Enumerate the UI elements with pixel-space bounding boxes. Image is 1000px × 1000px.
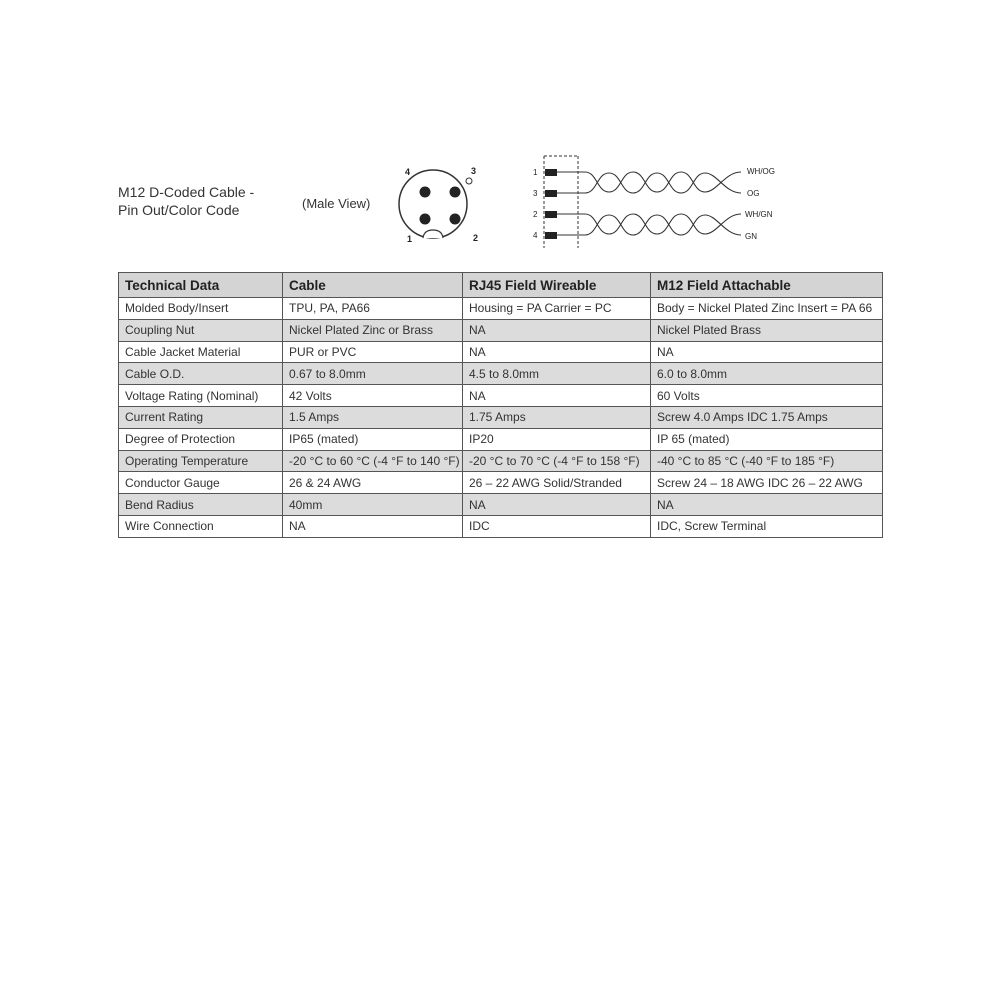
table-cell: IDC xyxy=(463,515,651,537)
pin-3-contact xyxy=(450,187,461,198)
connector-pin-label: 4 xyxy=(405,167,411,177)
table-cell: NA xyxy=(283,515,463,537)
table-row xyxy=(119,363,883,385)
male-view-label: (Male View) xyxy=(302,196,371,211)
table-cell: 60 Volts xyxy=(651,385,883,407)
pinout-diagram xyxy=(395,150,795,250)
pin-1-contact xyxy=(420,214,431,225)
wire-pin-label: 4 xyxy=(533,231,538,240)
table-row xyxy=(119,319,883,341)
coding-key xyxy=(466,178,472,184)
table-cell: NA xyxy=(463,385,651,407)
row-label: Current Rating xyxy=(119,406,283,428)
wire-wh-og xyxy=(557,172,741,192)
table-cell: NA xyxy=(651,341,883,363)
wire-terminal xyxy=(545,190,557,197)
connector-pin-label: 3 xyxy=(471,166,477,176)
table-cell: IP20 xyxy=(463,428,651,450)
table-row xyxy=(119,515,883,537)
table-cell: 1.75 Amps xyxy=(463,406,651,428)
wire-pin-label: 3 xyxy=(533,189,538,198)
wire-gn xyxy=(557,215,741,235)
connector-face xyxy=(399,166,478,244)
pin-2-contact xyxy=(450,214,461,225)
table-cell: -20 °C to 70 °C (-4 °F to 158 °F) xyxy=(463,450,651,472)
table-row xyxy=(119,298,883,320)
title-line-1: M12 D-Coded Cable - xyxy=(118,184,255,200)
table-cell: Body = Nickel Plated Zinc Insert = PA 66 xyxy=(651,298,883,320)
table-cell: 1.5 Amps xyxy=(283,406,463,428)
wire-wh-gn xyxy=(557,214,741,234)
table-cell: IDC, Screw Terminal xyxy=(651,515,883,537)
wire-terminal xyxy=(545,169,557,176)
row-label: Degree of Protection xyxy=(119,428,283,450)
title-line-2: Pin Out/Color Code xyxy=(118,202,240,218)
table-cell: Housing = PA Carrier = PC xyxy=(463,298,651,320)
table-cell: Nickel Plated Zinc or Brass xyxy=(283,319,463,341)
table-cell: TPU, PA, PA66 xyxy=(283,298,463,320)
table-row xyxy=(119,450,883,472)
connector-pin-label: 1 xyxy=(407,234,413,244)
table-cell: -40 °C to 85 °C (-40 °F to 185 °F) xyxy=(651,450,883,472)
table-cell: 26 & 24 AWG xyxy=(283,472,463,494)
wire-color-label: WH/GN xyxy=(745,210,773,219)
title-block xyxy=(118,183,254,219)
table-row xyxy=(119,494,883,516)
table-cell: 6.0 to 8.0mm xyxy=(651,363,883,385)
table-header-row xyxy=(119,273,883,298)
table-cell: NA xyxy=(463,341,651,363)
column-header: M12 Field Attachable xyxy=(651,273,883,298)
table-cell: 26 – 22 AWG Solid/Stranded xyxy=(463,472,651,494)
wire-color-label: OG xyxy=(747,189,760,198)
row-label: Conductor Gauge xyxy=(119,472,283,494)
technical-data-table xyxy=(118,272,883,538)
row-label: Coupling Nut xyxy=(119,319,283,341)
wire-color-label: WH/OG xyxy=(747,167,775,176)
wire-color-label: GN xyxy=(745,232,757,241)
row-label: Bend Radius xyxy=(119,494,283,516)
table-cell: Nickel Plated Brass xyxy=(651,319,883,341)
table-cell: NA xyxy=(651,494,883,516)
table-cell: -20 °C to 60 °C (-4 °F to 140 °F) xyxy=(283,450,463,472)
table-row xyxy=(119,472,883,494)
column-header: Technical Data xyxy=(119,273,283,298)
row-label: Cable O.D. xyxy=(119,363,283,385)
column-header: RJ45 Field Wireable xyxy=(463,273,651,298)
table-row xyxy=(119,406,883,428)
wire-pin-label: 2 xyxy=(533,210,538,219)
connector-pin-label: 2 xyxy=(473,233,479,243)
table-cell: NA xyxy=(463,319,651,341)
table-cell: IP65 (mated) xyxy=(283,428,463,450)
wire-og xyxy=(557,173,741,193)
table-cell: PUR or PVC xyxy=(283,341,463,363)
table-cell: 42 Volts xyxy=(283,385,463,407)
pin-4-contact xyxy=(420,187,431,198)
table-row xyxy=(119,385,883,407)
wire-pin-label: 1 xyxy=(533,168,538,177)
row-label: Molded Body/Insert xyxy=(119,298,283,320)
row-label: Wire Connection xyxy=(119,515,283,537)
table-cell: 4.5 to 8.0mm xyxy=(463,363,651,385)
wire-terminal xyxy=(545,232,557,239)
table-cell: IP 65 (mated) xyxy=(651,428,883,450)
wiring-diagram xyxy=(533,156,775,248)
wire-terminal xyxy=(545,211,557,218)
row-label: Operating Temperature xyxy=(119,450,283,472)
table-cell: Screw 24 – 18 AWG IDC 26 – 22 AWG xyxy=(651,472,883,494)
table-cell: 40mm xyxy=(283,494,463,516)
row-label: Voltage Rating (Nominal) xyxy=(119,385,283,407)
table-row xyxy=(119,428,883,450)
table-cell: NA xyxy=(463,494,651,516)
table-row xyxy=(119,341,883,363)
table-cell: Screw 4.0 Amps IDC 1.75 Amps xyxy=(651,406,883,428)
table-cell: 0.67 to 8.0mm xyxy=(283,363,463,385)
column-header: Cable xyxy=(283,273,463,298)
row-label: Cable Jacket Material xyxy=(119,341,283,363)
